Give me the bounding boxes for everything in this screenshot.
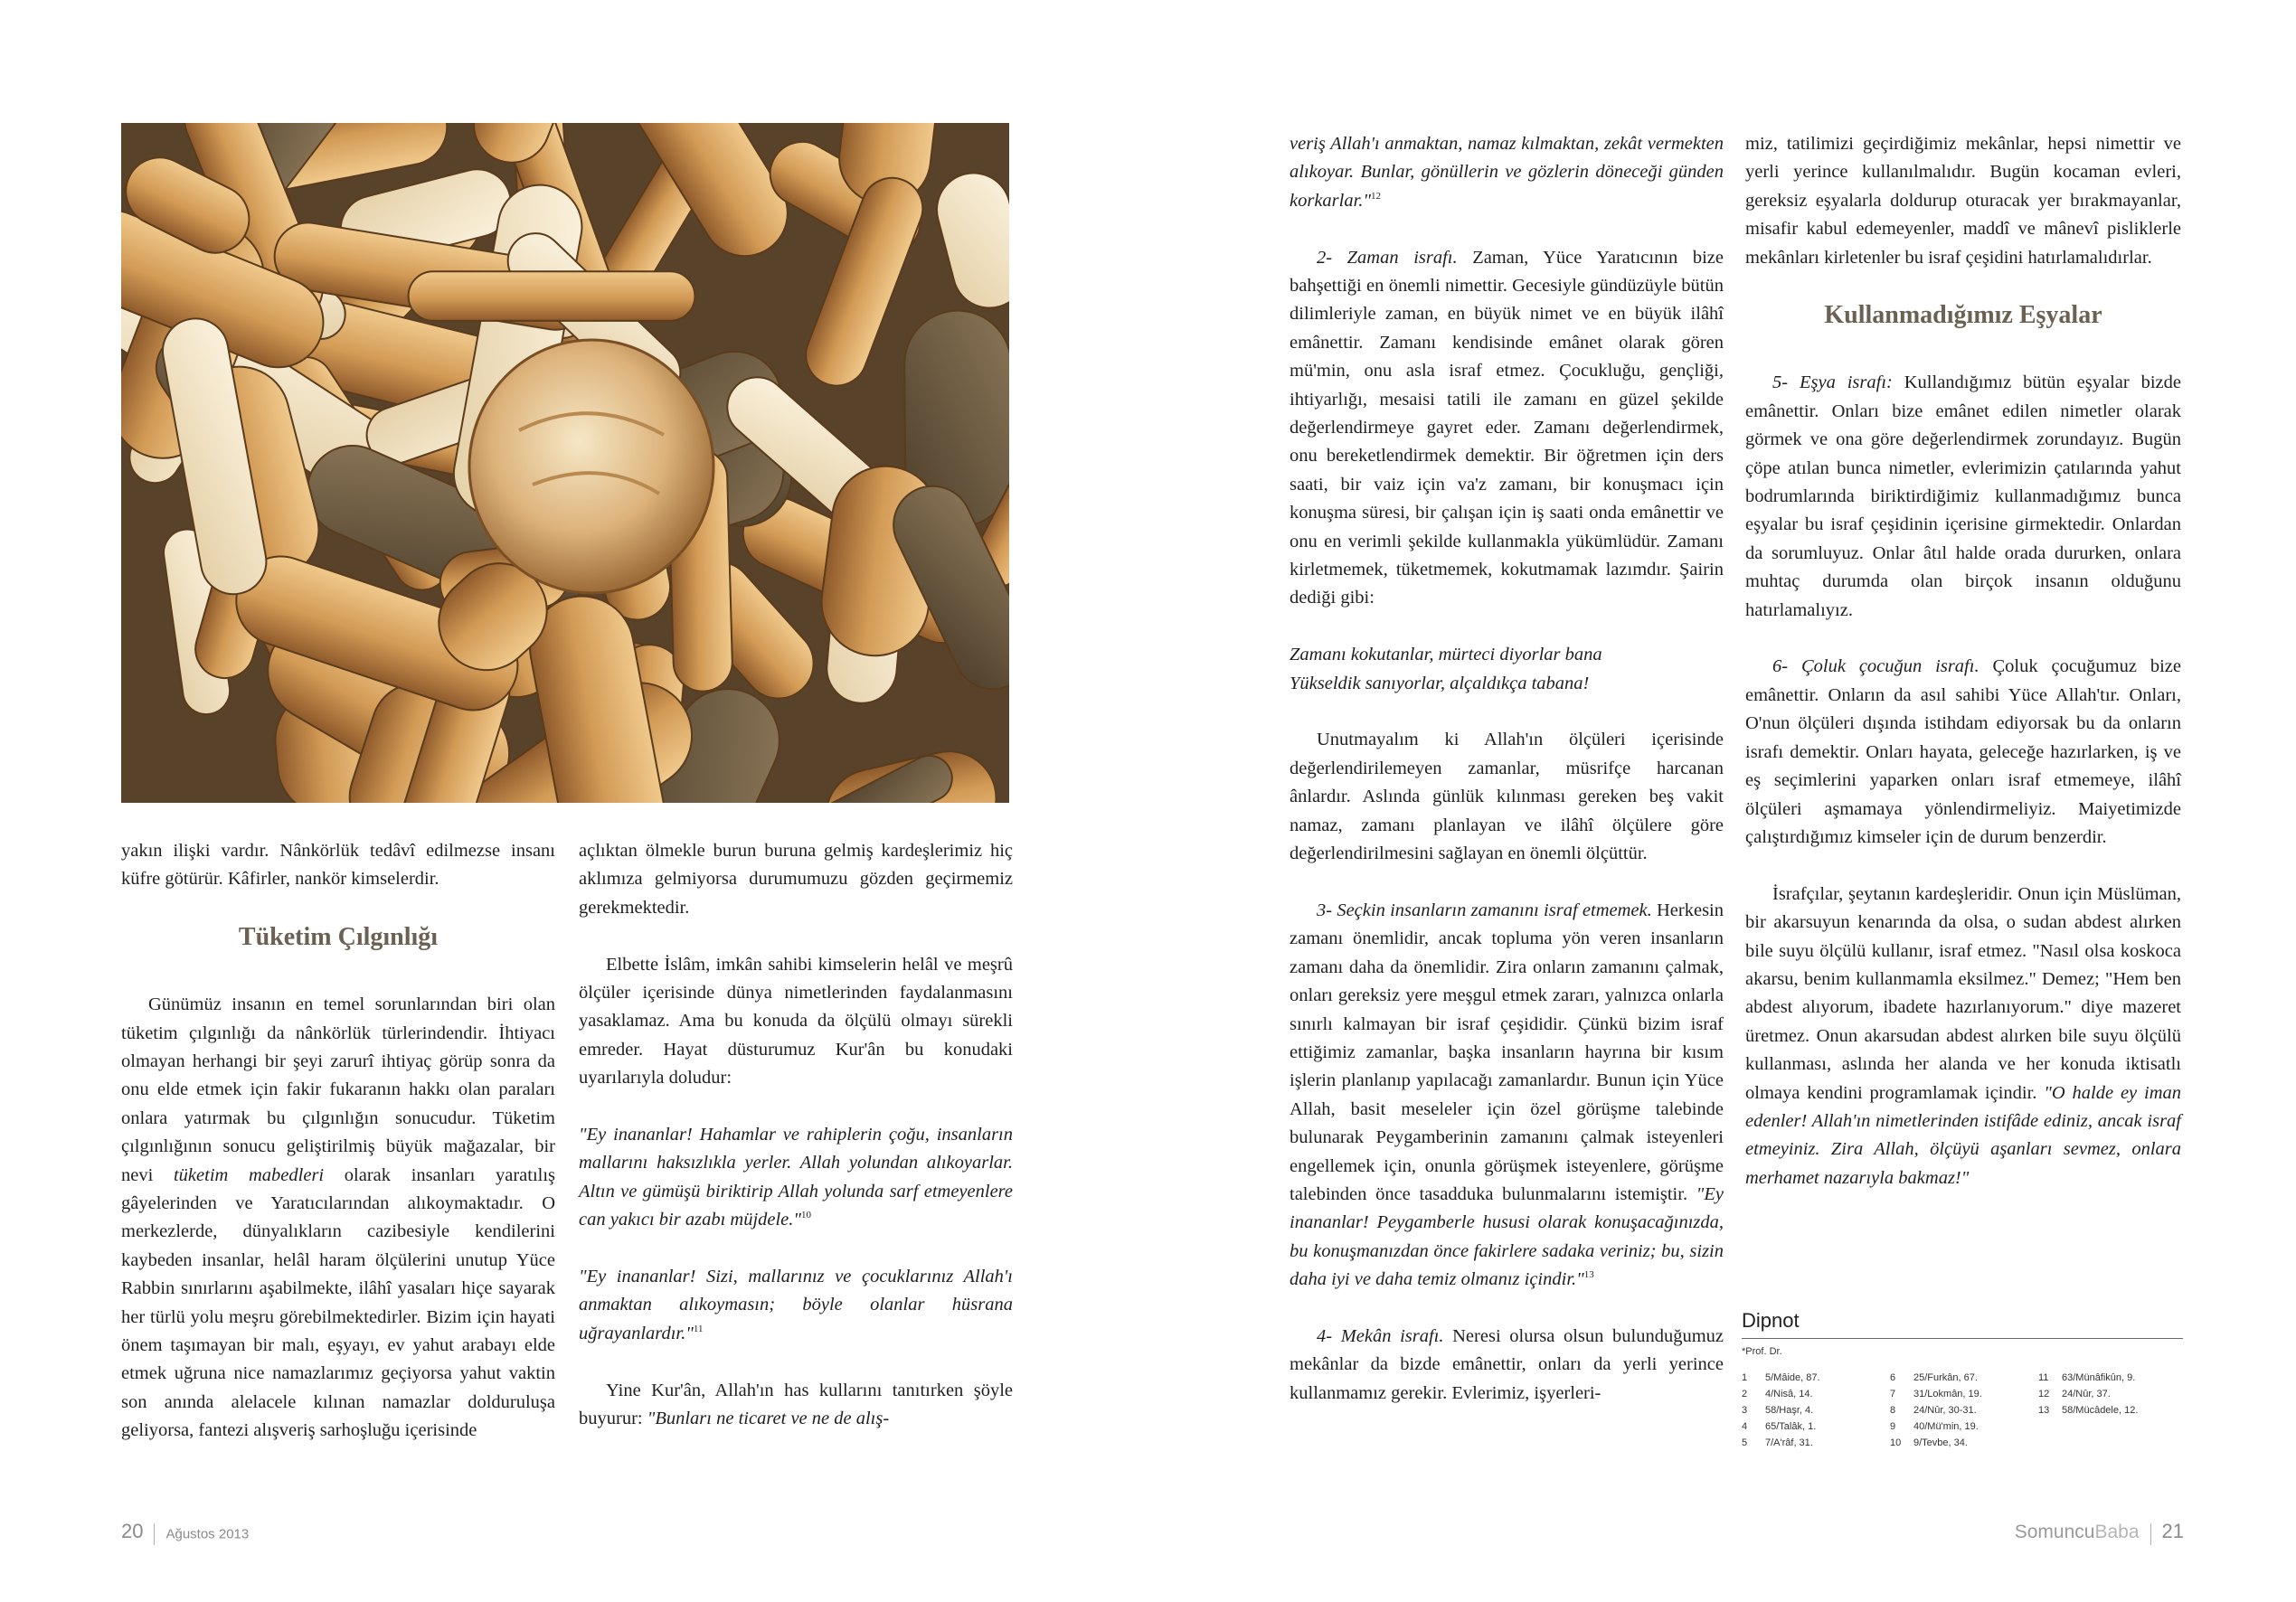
right-footer [2015,1520,2184,1545]
footnote-number: 13 [2038,1405,2050,1416]
footnote-item [1742,1418,1886,1435]
footnote-source: 65/Talâk, 1. [1765,1421,1817,1432]
footnote-item [1742,1386,1886,1402]
paragraph: yakın ilişki vardır. Nânkörlük tedâvî edilmezse insanı küfre götürür. Kâfirler, nankör kimselerdir. [121,841,555,890]
footnote-source: 5/Mâide, 87. [1765,1372,1820,1383]
footnote-item [1742,1370,1886,1386]
footnote-source: 58/Haşr, 4. [1765,1405,1814,1416]
footnote-number: 12 [2038,1389,2050,1399]
footnote-source: 40/Mü'min, 19. [1913,1421,1979,1432]
footnote-source: 63/Münâfikûn, 9. [2062,1372,2136,1383]
footnote-number: 5 [1742,1437,1748,1448]
footnote-number: 9 [1890,1421,1896,1432]
footnote-number: 10 [1890,1437,1902,1448]
paragraph: açlıktan ölmekle burun buruna gelmiş kardeşlerimiz hiç aklımıza gelmiyorsa durumumuzu gözden geçirmemiz gerekmektedir. [579,841,1013,918]
paragraph: Unutmayalım ki Allah'ın ölçüleri içerisinde değerlendirilemeyen zamanlar, müsrifçe harcanan ânlardır. Aslında günlük kılınması gereken beş vakit namaz, zamanı planlayan ve ilâhî ölçülere göre değerlendirilmesini sağlayan en önemli ölçüttür. [1290,730,1724,864]
footnote-item [1890,1435,2035,1451]
footnotes-title: Dipnot [1742,1309,2183,1339]
footnote-number: 7 [1890,1389,1896,1399]
right-column-1 [1290,130,1724,1408]
footnote-item [2038,1386,2183,1402]
footnote-item [2038,1402,2183,1418]
quote: veriş Allah'ı anmaktan, namaz kılmaktan, zekât vermekten alıkoyar. Bunlar, gönüllerin ve gözlerin döneceği günden korkarlar."$^{12}$ [1290,134,1724,211]
bread-pile-photo [121,123,1009,803]
right-column-2 [1745,130,2181,1192]
paragraph: 3- Seçkin insanların zamanını israf etmemek. Herkesin zamanı önemlidir, ancak topluma yön veren insanların zamanı daha da önemlidir. Zira onların zamanını çalmak, onları gereksiz yere meşgul etmek zararı, yalnızca onlarla sınırlı kalmayan bir israf çeşididir. Çünkü bizim israf ettiğimiz zamanlar, başka insanların hayrına bir kısım işlerin planlanıp yapılacağı zamanlardır. Bunun için Yüce Allah, basit meseleler için özel görüşme talebinde bulunarak Peygamberinin zamanını çalmak isteyenleri engellemek için, onunla görüşmek isteyenlere, görüşme talebinden önce tasadduka bulunmalarını istemiştir. "Ey inananlar! Peygamberle hususi olarak konuşacağınızda, bu konuşmanızdan önce fakirlere sadaka veriniz; bu, sizin daha iyi ve daha temiz olmanız içindir."$^{13}$ [1290,900,1724,1290]
footnote-number: 8 [1890,1405,1896,1416]
paragraph: Yine Kur'ân, Allah'ın has kullarını tanıtırken şöyle buyurur: "Bunları ne ticaret ve ne de alış- [579,1380,1013,1429]
footnote-column [2038,1370,2183,1451]
footnote-number: 2 [1742,1389,1748,1399]
quote: "Ey inananlar! Hahamlar ve rahiplerin çoğu, insanların mallarını haksızlıkla yerler. Allah yolundan alıkoyarlar. Altın ve gümüşü biriktirip Allah yolunda sarf etmeyenlere can yakıcı bir azabı müjdele."$^{10}$ [579,1125,1013,1230]
footnote-number: 3 [1742,1405,1748,1416]
author-note: *Prof. Dr. [1742,1346,1782,1357]
left-footer [121,1520,249,1545]
footnote-number: 11 [2038,1372,2049,1383]
paragraph: İsrafçılar, şeytanın kardeşleridir. Onun için Müslüman, bir akarsuyun kenarında da olsa, o sudan abdest alırken bile suyu ölçülü kullanır, israf etmez. "Nasıl olsa koskoca akarsu, benim kullanmamla eksilmez." Demez; "Hem ben abdest alıyorum, ibadete hazırlanıyorum." diye mazeret üretmez. Onun akarsudan abdest alırken bile suyu ölçülü kullanması, aslında her alanda ve her konuda iktisatlı olmaya kendini programlamak içindir. "O halde ey iman edenler! Allah'ın nimetlerinden istifâde ediniz, ancak israf etmeyiniz. Zira Allah, ölçüyü aşanları sevmez, onlara merhamet nazarıyla bakmaz!" [1745,883,2182,1188]
paragraph: 2- Zaman israfı. Zaman, Yüce Yaratıcının bize bahşettiği en önemli nimettir. Gecesiyle gündüzüyle bütün dilimleriyle zaman, en büyük nimet ve en büyük ilâhî emânettir. Zamanı kendisinde emânet olarak gören mü'min, onu asla israf etmez. Çocukluğu, gençliği, ihtiyarlığı, mesaisi tatili ile zamanı en güzel şekilde değerlendirmeye gayret eder. Zamanı değerlendirmek, onu bereketlendirmek demektir. Bir öğretmen için ders saati, bir vaiz için va'z zamanı, bir konuşmacı için konuşma süresi, bir çalışan için iş saati onda emânettir ve onu en verimli şekilde kullanmakla yükümlüdür. Zamanı kirletmemek, tüketmemek, kokutmamak lazımdır. Şairin dediği gibi: [1290,247,1724,608]
brand-logo: SomuncuBaba [2014,1522,2140,1542]
quote: "Ey inananlar! Sizi, mallarınız ve çocuklarınız Allah'ı anmaktan alıkoymasın; böyle olanlar hüsrana uğrayanlardır."$^{11}$ [579,1267,1013,1343]
paragraph: Günümüz insanın en temel sorunlarından biri olan tüketim çılgınlığı da nânkörlük türlerindendir. İhtiyacı olmayan herhangi bir şeyi zarurî ihtiyaç görüp sonra da onu elde etmek için fakir fukaranın hakkı olan paraları onlara yatırmak bu çılgınlığın sonucudur. Tüketim çılgınlığının sonucu geliştirilmiş büyük mağazalar, bir nevi tüketim mabedleri olarak insanları yaratılış gâyelerinden ve Yaratıcılarından alıkoymaktadır. O merkezlerde, dünyalıkların cazibesiyle kendilerini kaybeden insanlar, helâl haram ölçülerini unutup Yüce Rabbin sınırlarını aşabilmekte, ilâhî yasaları hiçe sayarak her türlü yolu meşru görebilmektedirler. Bizim için hayati önem taşımayan bir malı, eşyayı, ev yahut arabayı elde etmek uğruna nice namazlarımız geçiyorsa yahut vaktin son anında alelacele kılınan namazlar dolduruluşa geliyorsa, fantezi alışveriş sarhoşluğu içerisinde [121,994,556,1441]
footnote-source: 9/Tevbe, 34. [1913,1437,1968,1448]
footnotes-list [1742,1370,2183,1451]
left-column-1 [121,837,555,1446]
footnote-source: 25/Furkân, 67. [1913,1372,1978,1383]
footnote-source: 4/Nisâ, 14. [1765,1389,1813,1399]
footnote-source: 58/Mücâdele, 12. [2062,1405,2139,1416]
divider [2150,1523,2151,1545]
footnote-item [1742,1435,1886,1451]
footnote-item [1890,1386,2035,1402]
footnote-source: 24/Nûr, 30-31. [1913,1405,1977,1416]
footnote-item [1890,1370,2035,1386]
section-heading: Tüketim Çılgınlığı [238,923,439,952]
footnote-item [1890,1418,2035,1435]
paragraph: 6- Çoluk çocuğun israfı. Çoluk çocuğumuz bize emânettir. Onların da asıl sahibi Yüce Allah'tır. Onları, O'nun ölçüleri dışında istihdam ediyorsak bu da onların israfı demektir. Onları hayata, geleceğe hazırlarken, iş ve eş seçimlerini yaparken onları israf etmemeye, ilâhî ölçüleri aşmamaya yönlendirmeliyiz. Maiyetimizde çalıştırdığımız kimseler için de durum benzerdir. [1745,656,2181,847]
section-heading: Kullanmadığımız Eşyalar [1824,301,2102,330]
footnote-item [2038,1370,2183,1386]
footnote-item [1742,1402,1886,1418]
paragraph: Elbette İslâm, imkân sahibi kimselerin helâl ve meşrû ölçüler içerisinde dünya nimetlerinden faydalanmasını yasaklamaz. Ama bu konuda da ölçülü olmayı sürekli emreder. Hayat düsturumuz Kur'ân bu konudaki uyarılarıyla doludur: [579,954,1013,1088]
footnote-column [1890,1370,2035,1451]
footnote-number: 4 [1742,1421,1748,1432]
left-column-2 [579,837,1013,1433]
footnote-source: 24/Nûr, 37. [2062,1389,2111,1399]
paragraph: 5- Eşya israfı: Kullandığımız bütün eşyalar bizde emânettir. Onları bize emânet edilen nimetler olarak görmek ve ona göre değerlendirmek zorundayız. Bugün çöpe atılan bunca nimetler, evlerimizin çatılarında yahut bodrumlarında biriktirdiğimiz kullanmadığımız bunca eşyalar bu israf çeşidinin içerisine girmektedir. Onlardan da sorumluyuz. Onlar âtıl halde orada dururken, onlara muhtaç durumda olan birçok insanın olduğunu hatırlamalıyız. [1745,372,2181,620]
poem: Zamanı kokutanlar, mürteci diyorlar bana Yükseldik sanıyorlar, alçaldıkça tabana! [1290,645,1602,693]
footnote-source: 31/Lokmân, 19. [1913,1389,1982,1399]
paragraph: miz, tatilimizi geçirdiğimiz mekânlar, hepsi nimettir ve yerli yerince kullanılmalıdır. Bugün kocaman evleri, gereksiz eşyalarla doldurup oturacak yer bırakmayanlar, misafir kabul edemeyenler, maddî ve mânevî pisliklerle mekânları kirletenler bu israf çeşidini hatırlamalıdırlar. [1745,134,2181,268]
footnote-item [1890,1402,2035,1418]
bread-piece [409,271,695,321]
divider [154,1523,155,1545]
footnote-number: 1 [1742,1372,1748,1383]
footnotes-box [1742,1309,2183,1451]
round-bun [469,340,713,593]
footnote-number: 6 [1890,1372,1896,1383]
page-number: 20 [121,1520,144,1542]
footnote-source: 7/A'râf, 31. [1765,1437,1813,1448]
issue-date: Ağustos 2013 [165,1526,250,1542]
footnote-column [1742,1370,1886,1451]
page-number: 21 [2161,1520,2184,1542]
paragraph: 4- Mekân israfı. Neresi olursa olsun bulunduğumuz mekânlar da bizde emânettir, onları da yerli yerince kullanmamız gerekir. Evlerimiz, işyerleri- [1290,1325,1724,1403]
